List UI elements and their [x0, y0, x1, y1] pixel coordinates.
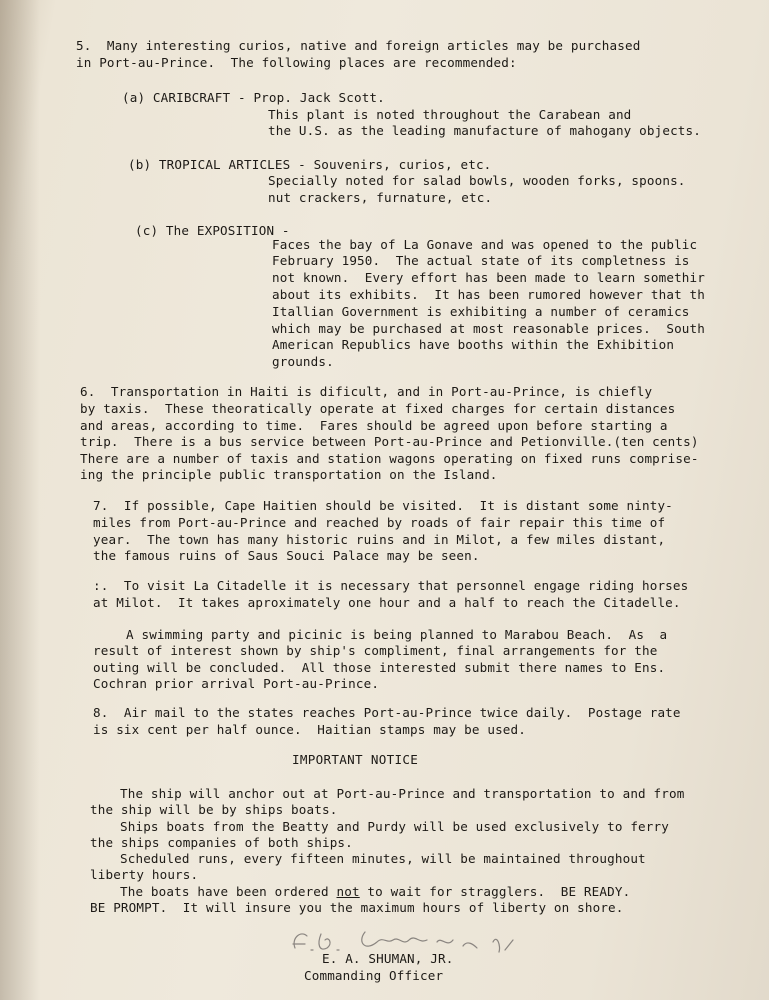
- notice-line-5: Scheduled runs, every fifteen minutes, will be maintained throughout: [120, 851, 646, 866]
- item7-line-1: 7. If possible, Cape Haitien should be visited. It is distant some ninty-: [93, 498, 673, 513]
- item5-intro-line-2: in Port-au-Prince. The following places are recommended:: [76, 55, 517, 70]
- picnic-line-3: outing will be concluded. All those interested submit there names to Ens.: [93, 660, 666, 675]
- item5c-body-5: Itallian Government is exhibiting a number of ceramics: [272, 304, 690, 319]
- citadelle-line-2: at Milot. It takes aproximately one hour and a half to reach the Citadelle.: [93, 595, 681, 610]
- notice-line-7: [120, 884, 630, 900]
- item5b-body-1: Specially noted for salad bowls, wooden forks, spoons.: [268, 173, 686, 188]
- item7-line-4: the famous ruins of Saus Souci Palace may be seen.: [93, 548, 480, 563]
- paper-fold-shadow: [0, 0, 40, 1000]
- notice-line-2: the ship will be by ships boats.: [90, 802, 338, 817]
- notice-line-7-start: The boats have been ordered: [120, 884, 337, 899]
- picnic-line-4: Cochran prior arrival Port-au-Prince.: [93, 676, 380, 691]
- item6-line-2: by taxis. These theoratically operate at fixed charges for certain distances: [80, 401, 676, 416]
- item6-line-1: 6. Transportation in Haiti is dificult, and in Port-au-Prince, is chiefly: [80, 384, 653, 399]
- notice-line-3: Ships boats from the Beatty and Purdy will be used exclusively to ferry: [120, 819, 669, 834]
- item5a-body-2: the U.S. as the leading manufacture of mahogany objects.: [268, 123, 701, 138]
- item8-line-1: 8. Air mail to the states reaches Port-au-Prince twice daily. Postage rate: [93, 705, 681, 720]
- item5c-body-6: which may be purchased at most reasonable prices. South: [272, 321, 705, 336]
- signer-name: E. A. SHUMAN, JR.: [322, 951, 454, 966]
- item5-intro-line-1: 5. Many interesting curios, native and foreign articles may be purchased: [76, 38, 641, 53]
- picnic-line-1: A swimming party and picinic is being planned to Marabou Beach. As a: [126, 627, 668, 642]
- item5c-body-7: American Republics have booths within the Exhibition: [272, 337, 675, 352]
- notice-line-4: the ships companies of both ships.: [90, 835, 353, 850]
- citadelle-line-1: :. To visit La Citadelle it is necessary that personnel engage riding horses: [93, 578, 689, 593]
- item5a-title: (a) CARIBCRAFT - Prop. Jack Scott.: [122, 90, 385, 105]
- notice-line-6: liberty hours.: [90, 867, 199, 882]
- notice-final-line: BE PROMPT. It will insure you the maximum hours of liberty on shore.: [90, 900, 624, 915]
- picnic-line-2: result of interest shown by ship's compliment, final arrangements for the: [93, 643, 658, 658]
- item5c-body-2: February 1950. The actual state of its completness is: [272, 253, 690, 268]
- item7-line-3: year. The town has many historic ruins and in Milot, a few miles distant,: [93, 532, 666, 547]
- item5a-body-1: This plant is noted throughout the Carabean and: [268, 107, 632, 122]
- notice-heading: IMPORTANT NOTICE: [292, 752, 419, 767]
- notice-line-1: The ship will anchor out at Port-au-Prince and transportation to and from: [120, 786, 685, 801]
- item5b-title: (b) TROPICAL ARTICLES - Souvenirs, curios, etc.: [128, 157, 492, 172]
- item7-line-2: miles from Port-au-Prince and reached by roads of fair repair this time of: [93, 515, 666, 530]
- item6-line-5: There are a number of taxis and station wagons operating on fixed runs comprise-: [80, 451, 699, 466]
- item5c-body-8: grounds.: [272, 354, 334, 369]
- item6-line-6: ing the principle public transportation on the Island.: [80, 467, 498, 482]
- item5c-body-1: Faces the bay of La Gonave and was opened to the public: [272, 237, 698, 252]
- item6-line-4: trip. There is a bus service between Port-au-Prince and Petionville.(ten cents): [80, 434, 699, 449]
- notice-underlined-not: not: [336, 884, 360, 899]
- item5b-body-2: nut crackers, furnature, etc.: [268, 190, 493, 205]
- item8-line-2: is six cent per half ounce. Haitian stamps may be used.: [93, 722, 526, 737]
- item5c-body-3: not known. Every effort has been made to learn somethir: [272, 270, 705, 285]
- notice-line-7-end: to wait for stragglers. BE READY.: [359, 884, 631, 899]
- item5c-title: (c) The EXPOSITION -: [135, 223, 290, 238]
- signer-title: Commanding Officer: [304, 968, 444, 983]
- item6-line-3: and areas, according to time. Fares should be agreed upon before starting a: [80, 418, 668, 433]
- item5c-body-4: about its exhibits. It has been rumored however that th: [272, 287, 705, 302]
